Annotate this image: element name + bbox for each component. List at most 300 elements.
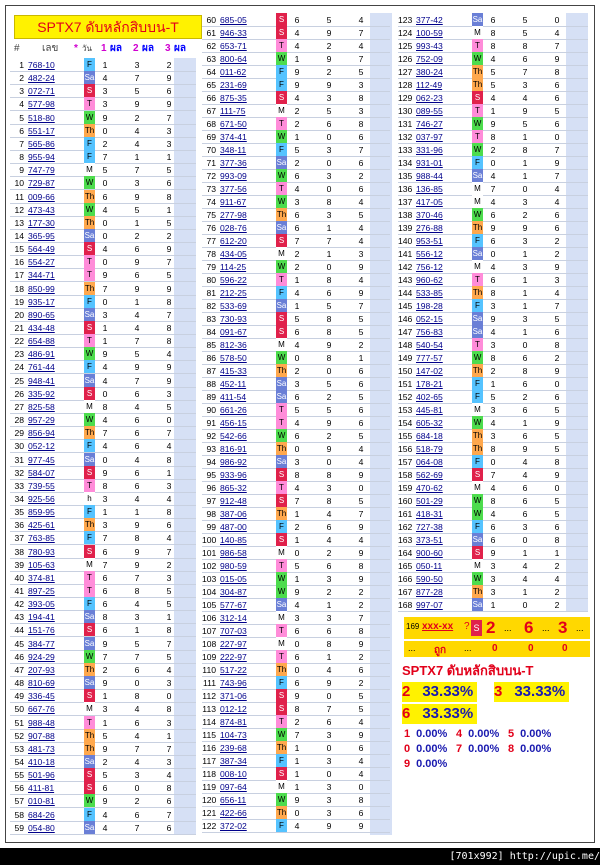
row-number[interactable]: 377-56	[220, 184, 247, 194]
result-2: 0	[522, 340, 528, 350]
day-badge: M	[472, 182, 483, 196]
result-2: 1	[522, 587, 528, 597]
result-2: 2	[134, 796, 140, 807]
day-badge: Sa	[472, 325, 483, 339]
row-number[interactable]: 097-64	[220, 782, 247, 792]
result-2: 0	[326, 262, 332, 272]
day-badge: S	[276, 533, 287, 547]
row-number[interactable]: 946-33	[220, 28, 247, 38]
row-number[interactable]: 037-97	[416, 132, 443, 142]
row-number[interactable]: 684-26	[28, 809, 55, 820]
table-row	[10, 413, 196, 427]
result-2: 8	[134, 586, 140, 596]
row-number[interactable]: 955-94	[28, 152, 55, 163]
row-number[interactable]: 008-10	[220, 769, 247, 779]
row-number[interactable]: 374-41	[220, 132, 247, 142]
result-2: 6	[326, 717, 332, 727]
row-number[interactable]: 877-28	[416, 587, 443, 597]
row-index: 86	[206, 353, 216, 363]
row-number[interactable]: 988-44	[416, 171, 443, 181]
result-1: 3	[490, 587, 496, 597]
result-1: 8	[294, 704, 300, 714]
row-number[interactable]: 931-01	[416, 158, 443, 168]
row-number[interactable]: 671-50	[220, 119, 247, 129]
row-number[interactable]: 011-62	[220, 67, 247, 77]
result-2: 8	[522, 366, 528, 376]
row-number[interactable]: 518-79	[416, 444, 443, 454]
row-index: 139	[398, 223, 413, 233]
row-number[interactable]: 875-35	[220, 93, 247, 103]
row-number[interactable]: 177-30	[28, 217, 55, 228]
row-number[interactable]: 010-81	[28, 796, 55, 807]
table-row	[398, 182, 588, 196]
row-number[interactable]: 564-49	[28, 244, 55, 255]
table-row	[398, 364, 588, 378]
row-number[interactable]: 977-45	[28, 454, 55, 465]
row-index: 94	[206, 457, 216, 467]
row-number[interactable]: 410-18	[28, 756, 55, 767]
result-2: 7	[134, 822, 140, 833]
row-number[interactable]: 565-86	[28, 138, 55, 149]
row-number[interactable]: 596-22	[220, 275, 247, 285]
row-number[interactable]: 900-60	[416, 548, 443, 558]
result-3: 9	[358, 639, 364, 649]
result-3: 6	[358, 158, 364, 168]
result-3: 1	[166, 612, 172, 623]
row-number[interactable]: 487-00	[220, 522, 247, 532]
row-number[interactable]: 810-69	[28, 678, 55, 689]
result-2: 1	[522, 301, 528, 311]
result-1: 6	[294, 626, 300, 636]
table-row	[10, 716, 196, 730]
table-row	[202, 533, 390, 547]
result-3: 4	[358, 223, 364, 233]
table-row	[10, 492, 196, 506]
row-index: 140	[398, 236, 413, 246]
row-number[interactable]: 890-65	[28, 309, 55, 320]
result-3: 2	[554, 561, 560, 571]
row-number[interactable]: 850-99	[28, 283, 55, 294]
table-row	[398, 416, 588, 430]
result-2: 9	[326, 80, 332, 90]
row-number[interactable]: 425-61	[28, 520, 55, 531]
result-1: 9	[294, 587, 300, 597]
row-number[interactable]: 372-02	[220, 821, 247, 831]
hits-2: 0	[528, 643, 534, 654]
row-number[interactable]: 856-94	[28, 428, 55, 439]
row-number[interactable]: 661-26	[220, 405, 247, 415]
result-1: 0	[490, 249, 496, 259]
result-3: 6	[554, 210, 560, 220]
result-1: 9	[102, 112, 108, 123]
row-number[interactable]: 957-29	[28, 415, 55, 426]
row-number[interactable]: 562-69	[416, 470, 443, 480]
table-row	[10, 203, 196, 217]
row-index: 32	[14, 467, 24, 478]
day-badge: Th	[276, 364, 287, 378]
row-number[interactable]: 445-81	[416, 405, 443, 415]
row-number[interactable]: 434-48	[28, 323, 55, 333]
row-number[interactable]: 925-56	[28, 493, 55, 504]
row-number[interactable]: 780-93	[28, 546, 55, 557]
row-number[interactable]: 577-67	[220, 600, 247, 610]
day-badge: F	[276, 78, 287, 92]
row-number[interactable]: 028-76	[220, 223, 247, 233]
row-number[interactable]: 730-93	[220, 314, 247, 324]
row-number[interactable]: 612-20	[220, 236, 247, 246]
row-number[interactable]: 052-15	[416, 314, 443, 324]
result-2: 6	[326, 561, 332, 571]
row-number[interactable]: 986-58	[220, 548, 247, 558]
row-number[interactable]: 590-50	[416, 574, 443, 584]
row-number[interactable]: 276-88	[416, 223, 443, 233]
row-number[interactable]: 344-71	[28, 270, 55, 281]
row-number[interactable]: 212-25	[220, 288, 247, 298]
row-number[interactable]: 812-36	[220, 340, 247, 350]
row-number[interactable]: 012-12	[220, 704, 247, 714]
result-3: 7	[554, 301, 560, 311]
row-index: 164	[398, 548, 413, 558]
row-number[interactable]: 100-59	[416, 28, 443, 38]
row-number[interactable]: 482-24	[28, 73, 55, 84]
row-number[interactable]: 393-05	[28, 599, 55, 610]
result-2: 9	[326, 418, 332, 428]
result-1: 7	[102, 651, 108, 662]
result-2: 6	[134, 664, 140, 675]
row-index: 146	[398, 314, 413, 324]
result-3: 2	[358, 678, 364, 688]
row-number[interactable]: 222-97	[220, 652, 247, 662]
row-number[interactable]: 136-85	[416, 184, 443, 194]
result-3: 1	[554, 548, 560, 558]
row-number[interactable]: 452-11	[220, 379, 247, 389]
result-1: 4	[294, 340, 300, 350]
row-number[interactable]: 935-17	[28, 296, 55, 307]
row-number[interactable]: 052-12	[28, 441, 55, 452]
result-2: 6	[134, 480, 140, 491]
summary-rest-item	[508, 728, 551, 740]
result-2: 5	[326, 301, 332, 311]
row-number[interactable]: 377-42	[416, 15, 443, 25]
result-3: 1	[166, 730, 172, 741]
row-number[interactable]: 486-91	[28, 349, 55, 360]
result-2: 8	[326, 639, 332, 649]
row-index: 130	[398, 106, 413, 116]
row-number[interactable]: 747-79	[28, 165, 55, 176]
result-3: 8	[554, 340, 560, 350]
row-number[interactable]: 380-24	[416, 67, 443, 77]
row-number[interactable]: 050-11	[416, 561, 443, 571]
day-badge: S	[84, 781, 95, 795]
row-number[interactable]: 988-48	[28, 717, 55, 728]
row-number[interactable]: 198-28	[416, 301, 443, 311]
row-number[interactable]: 912-48	[220, 496, 247, 506]
row-index: 142	[398, 262, 413, 272]
row-number[interactable]: 140-85	[220, 535, 247, 545]
row-number[interactable]: 415-33	[220, 366, 247, 376]
table-row	[202, 39, 390, 53]
row-number[interactable]: 746-27	[416, 119, 443, 129]
row-number[interactable]: 948-41	[28, 375, 55, 386]
result-3: 5	[554, 496, 560, 506]
day-badge: S	[276, 325, 287, 339]
result-2: 1	[134, 217, 140, 228]
table-row	[10, 150, 196, 164]
row-number[interactable]: 114-25	[220, 262, 247, 272]
table-row	[398, 78, 588, 92]
row-number[interactable]: 763-85	[28, 533, 55, 544]
row-number[interactable]: 194-41	[28, 612, 55, 623]
table-row	[398, 234, 588, 248]
table-row	[202, 273, 390, 287]
row-number[interactable]: 402-65	[416, 392, 443, 402]
row-number[interactable]: 953-51	[416, 236, 443, 246]
result-3: 2	[358, 652, 364, 662]
table-row	[10, 137, 196, 151]
table-row	[10, 518, 196, 532]
row-number[interactable]: 104-73	[220, 730, 247, 740]
row-number[interactable]: 542-66	[220, 431, 247, 441]
day-badge: Th	[472, 221, 483, 235]
day-badge: T	[472, 273, 483, 287]
row-number[interactable]: 777-57	[416, 353, 443, 363]
row-number[interactable]: 960-62	[416, 275, 443, 285]
result-1: 6	[490, 236, 496, 246]
day-badge: Th	[276, 208, 287, 222]
row-number[interactable]: 997-07	[416, 600, 443, 610]
result-2: 3	[134, 178, 140, 189]
result-3: 4	[166, 770, 172, 781]
row-number[interactable]: 227-97	[220, 639, 247, 649]
row-number[interactable]: 009-66	[28, 191, 55, 202]
row-number[interactable]: 418-31	[416, 509, 443, 519]
row-number[interactable]: 684-18	[416, 431, 443, 441]
result-3: 8	[166, 191, 172, 202]
row-number[interactable]: 434-05	[220, 249, 247, 259]
result-1: 2	[294, 522, 300, 532]
row-number[interactable]: 816-91	[220, 444, 247, 454]
row-index: 123	[398, 15, 413, 25]
row-number[interactable]: 470-62	[416, 483, 443, 493]
row-number[interactable]: 907-88	[28, 730, 55, 741]
row-number[interactable]: 501-96	[28, 770, 55, 781]
row-number[interactable]: 933-96	[220, 470, 247, 480]
row-number[interactable]: 373-51	[416, 535, 443, 545]
row-number[interactable]: 481-73	[28, 743, 55, 754]
row-number[interactable]: 556-12	[416, 249, 443, 259]
result-1: 4	[102, 362, 108, 373]
row-number[interactable]: 091-67	[220, 327, 247, 337]
result-3: 7	[358, 28, 364, 38]
row-number[interactable]: 147-02	[416, 366, 443, 376]
row-number[interactable]: 743-96	[220, 678, 247, 688]
row-number[interactable]: 825-58	[28, 401, 55, 412]
day-badge: S	[84, 623, 95, 637]
result-2: 8	[326, 197, 332, 207]
result-1: 4	[102, 822, 108, 833]
day-badge: T	[84, 716, 95, 730]
result-3: 4	[358, 275, 364, 285]
row-number[interactable]: 365-95	[28, 230, 55, 241]
row-number[interactable]: 874-81	[220, 717, 247, 727]
day-badge: M	[472, 481, 483, 495]
row-number[interactable]: 312-14	[220, 613, 247, 623]
row-number[interactable]: 667-76	[28, 704, 55, 715]
row-number[interactable]: 062-23	[416, 93, 443, 103]
row-number[interactable]: 685-05	[220, 15, 247, 25]
day-badge: Sa	[84, 71, 95, 85]
row-number[interactable]: 653-71	[220, 41, 247, 51]
row-number[interactable]: 578-50	[220, 353, 247, 363]
row-number[interactable]: 865-32	[220, 483, 247, 493]
row-number[interactable]: 654-88	[28, 336, 55, 347]
table-row	[202, 91, 390, 105]
row-number[interactable]: 727-38	[416, 522, 443, 532]
row-number[interactable]: 859-95	[28, 507, 55, 518]
result-1: 4	[490, 509, 496, 519]
row-number[interactable]: 331-96	[416, 145, 443, 155]
table-row	[10, 597, 196, 611]
day-badge: F	[276, 819, 287, 833]
day-badge: F	[276, 65, 287, 79]
summary-percent: 0.00%	[468, 728, 500, 740]
table-row	[202, 299, 390, 313]
row-number[interactable]: 752-09	[416, 54, 443, 64]
day-badge: W	[276, 572, 287, 586]
result-1: 0	[102, 125, 108, 136]
row-number[interactable]: 501-29	[416, 496, 443, 506]
row-number[interactable]: 729-87	[28, 178, 55, 189]
row-number[interactable]: 551-17	[28, 125, 55, 136]
row-number[interactable]: 387-06	[220, 509, 247, 519]
row-number[interactable]: 277-98	[220, 210, 247, 220]
row-number[interactable]: 739-55	[28, 480, 55, 491]
row-number[interactable]: 473-43	[28, 204, 55, 215]
day-badge: Th	[84, 663, 95, 677]
row-number[interactable]: 089-55	[416, 106, 443, 116]
row-number[interactable]: 072-71	[28, 86, 55, 97]
result-2: 3	[326, 756, 332, 766]
row-number[interactable]: 054-80	[28, 822, 55, 833]
row-number[interactable]: 374-81	[28, 572, 55, 583]
row-number[interactable]: 151-76	[28, 625, 55, 636]
row-number[interactable]: 015-05	[220, 574, 247, 584]
row-number[interactable]: 371-06	[220, 691, 247, 701]
summary-percent: 33.33%	[514, 683, 566, 700]
row-number[interactable]: 554-27	[28, 257, 55, 268]
result-1: 1	[102, 60, 108, 70]
row-number[interactable]: 540-54	[416, 340, 443, 350]
row-number[interactable]: 239-68	[220, 743, 247, 753]
row-number[interactable]: 993-09	[220, 171, 247, 181]
day-badge: Th	[472, 429, 483, 443]
result-2: 6	[134, 388, 140, 399]
summary-rest-item	[456, 728, 499, 740]
row-number[interactable]: 422-66	[220, 808, 247, 818]
day-badge: T	[276, 403, 287, 417]
row-number[interactable]: 411-54	[220, 392, 247, 402]
result-2: 3	[326, 171, 332, 181]
result-3: 4	[166, 664, 172, 675]
row-number[interactable]: 304-87	[220, 587, 247, 597]
row-number[interactable]: 335-92	[28, 388, 55, 399]
result-3: 1	[166, 152, 172, 163]
row-number[interactable]: 756-12	[416, 262, 443, 272]
row-number[interactable]: 384-77	[28, 638, 55, 649]
row-number[interactable]: 577-98	[28, 99, 55, 110]
row-number[interactable]: 387-34	[220, 756, 247, 766]
row-number[interactable]: 112-49	[416, 80, 443, 90]
row-number[interactable]: 584-07	[28, 467, 55, 478]
row-number[interactable]: 533-85	[416, 288, 443, 298]
row-number[interactable]: 761-44	[28, 362, 55, 373]
result-2: 3	[522, 262, 528, 272]
row-number[interactable]: 336-45	[28, 691, 55, 702]
row-number[interactable]: 111-75	[220, 106, 246, 116]
row-number[interactable]: 518-80	[28, 112, 55, 123]
result-2: 1	[522, 288, 528, 298]
row-number[interactable]: 411-81	[28, 783, 55, 794]
row-number[interactable]: 756-83	[416, 327, 443, 337]
row-number[interactable]: 897-25	[28, 586, 55, 596]
row-number[interactable]: 178-21	[416, 379, 443, 389]
row-number[interactable]: 231-69	[220, 80, 247, 90]
result-2: 3	[326, 483, 332, 493]
result-2: 6	[134, 244, 140, 255]
row-number[interactable]: 800-64	[220, 54, 247, 64]
day-badge: W	[472, 52, 483, 66]
row-number[interactable]: 533-69	[220, 301, 247, 311]
table-row	[202, 520, 390, 534]
table-row	[202, 403, 390, 417]
hits-3: 0	[562, 643, 568, 654]
row-number[interactable]: 348-11	[220, 145, 247, 155]
result-3: 3	[166, 678, 172, 689]
row-number[interactable]: 993-43	[416, 41, 443, 51]
results-sheet	[5, 5, 595, 843]
row-index: 29	[14, 428, 24, 439]
row-number[interactable]: 370-46	[416, 210, 443, 220]
row-number[interactable]: 064-08	[416, 457, 443, 467]
row-number[interactable]: 707-03	[220, 626, 247, 636]
result-1: 4	[102, 415, 108, 426]
day-badge: Sa	[472, 13, 483, 27]
row-number[interactable]: 980-59	[220, 561, 247, 571]
row-number[interactable]: 911-67	[220, 197, 247, 207]
row-number[interactable]: 456-15	[220, 418, 247, 428]
row-index: 158	[398, 470, 413, 480]
result-2: 4	[134, 138, 140, 149]
row-number[interactable]: 656-11	[220, 795, 247, 805]
row-index: 141	[398, 249, 413, 259]
result-2: 8	[326, 314, 332, 324]
row-number[interactable]: 105-63	[28, 559, 55, 570]
row-number[interactable]: 207-93	[28, 664, 55, 675]
result-3: 6	[358, 743, 364, 753]
result-3: 5	[358, 327, 364, 337]
row-number[interactable]: 605-32	[416, 418, 443, 428]
row-number[interactable]: 768-10	[28, 60, 55, 70]
row-number[interactable]: 517-22	[220, 665, 247, 675]
row-index: 38	[14, 546, 24, 557]
result-2: 6	[522, 483, 528, 493]
row-number[interactable]: 924-29	[28, 651, 55, 662]
row-number[interactable]: 986-92	[220, 457, 247, 467]
day-badge: Th	[472, 286, 483, 300]
row-number[interactable]: 377-36	[220, 158, 247, 168]
row-number[interactable]: 417-05	[416, 197, 443, 207]
result-2: 7	[326, 236, 332, 246]
